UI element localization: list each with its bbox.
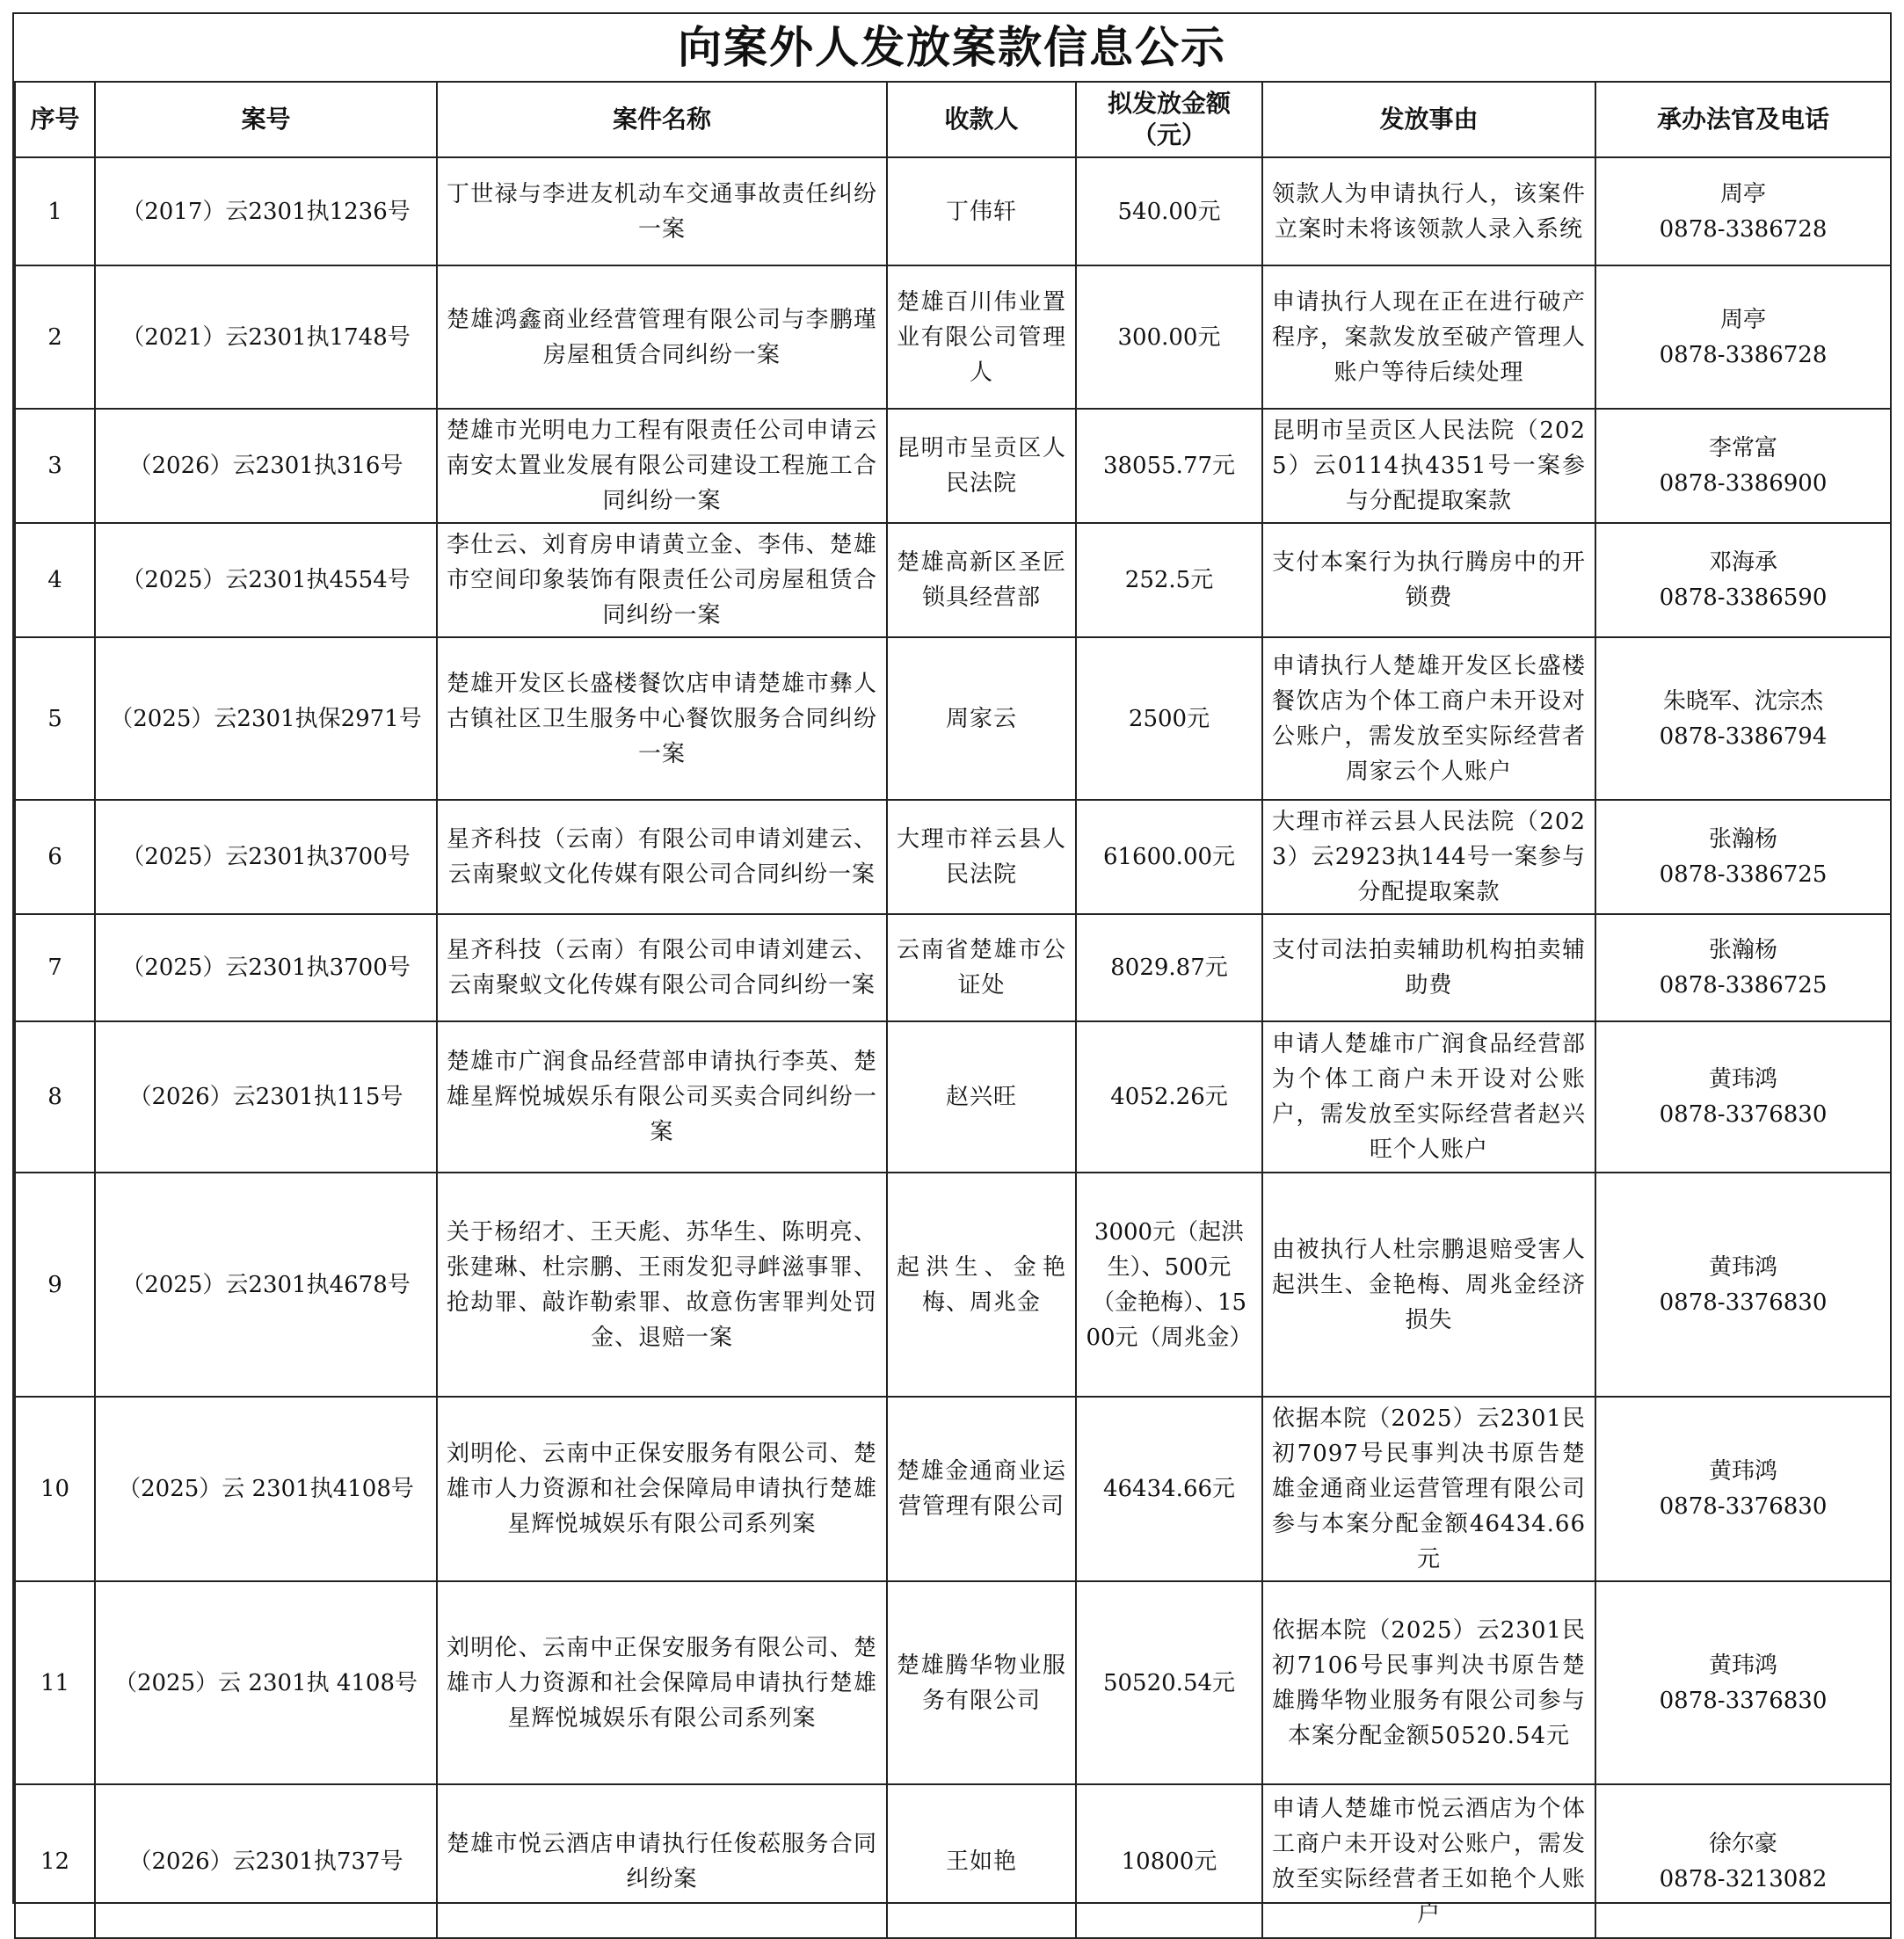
row-case-number: （2026）云2301执115号 — [95, 1021, 437, 1173]
row-judge-contact — [1595, 914, 1891, 1021]
table-row — [15, 265, 1891, 409]
row-judge: 张瀚杨 — [1708, 826, 1777, 853]
row-judge: 邓海承 — [1708, 549, 1777, 576]
row-phone: 0878-3376830 — [1659, 1493, 1828, 1520]
row-phone: 0878-3213082 — [1659, 1865, 1828, 1892]
row-amount: 61600.00元 — [1076, 800, 1262, 914]
row-payee: 楚雄高新区圣匠锁具经营部 — [887, 523, 1076, 637]
row-amount: 540.00元 — [1076, 157, 1262, 265]
header-reason: 发放事由 — [1262, 82, 1595, 157]
row-payee: 王如艳 — [887, 1784, 1076, 1938]
header-amount-line1: 拟发放金额 — [1107, 89, 1231, 118]
row-case-name: 星齐科技（云南）有限公司申请刘建云、云南聚蚁文化传媒有限公司合同纠纷一案 — [437, 914, 887, 1021]
row-index: 9 — [15, 1173, 95, 1397]
row-case-number: （2026）云2301执316号 — [95, 409, 437, 523]
row-reason: 支付本案行为执行腾房中的开锁费 — [1262, 523, 1595, 637]
row-judge-contact — [1595, 1784, 1891, 1938]
row-judge: 黄玮鸿 — [1708, 1458, 1777, 1485]
row-case-number: （2025）云2301执4678号 — [95, 1173, 437, 1397]
row-amount: 300.00元 — [1076, 265, 1262, 409]
row-index: 5 — [15, 637, 95, 800]
row-phone: 0878-3386794 — [1659, 723, 1828, 750]
row-case-number: （2026）云2301执737号 — [95, 1784, 437, 1938]
row-case-name: 楚雄市悦云酒店申请执行任俊菘服务合同纠纷案 — [437, 1784, 887, 1938]
row-amount: 8029.87元 — [1076, 914, 1262, 1021]
row-phone: 0878-3376830 — [1659, 1101, 1828, 1128]
row-reason: 申请执行人楚雄开发区长盛楼餐饮店为个体工商户未开设对公账户，需发放至实际经营者周家云个人账户 — [1262, 637, 1595, 800]
table-row — [15, 1581, 1891, 1784]
row-judge: 徐尔豪 — [1708, 1830, 1777, 1857]
row-judge-contact — [1595, 800, 1891, 914]
row-payee: 赵兴旺 — [887, 1021, 1076, 1173]
disbursement-table — [14, 81, 1892, 1939]
row-case-name: 丁世禄与李进友机动车交通事故责任纠纷一案 — [437, 157, 887, 265]
row-judge-contact — [1595, 637, 1891, 800]
row-phone: 0878-3386725 — [1659, 861, 1828, 888]
table-row — [15, 637, 1891, 800]
row-reason: 申请执行人现在正在进行破产程序，案款发放至破产管理人账户等待后续处理 — [1262, 265, 1595, 409]
row-phone: 0878-3386590 — [1659, 585, 1828, 611]
row-case-name: 楚雄开发区长盛楼餐饮店申请楚雄市彝人古镇社区卫生服务中心餐饮服务合同纠纷一案 — [437, 637, 887, 800]
row-judge: 黄玮鸿 — [1708, 1253, 1777, 1281]
row-index: 11 — [15, 1581, 95, 1784]
row-case-number: （2025）云 2301执4108号 — [95, 1397, 437, 1581]
table-row — [15, 523, 1891, 637]
row-amount: 46434.66元 — [1076, 1397, 1262, 1581]
table-row — [15, 914, 1891, 1021]
table-row — [15, 1173, 1891, 1397]
row-case-number: （2025）云2301执4554号 — [95, 523, 437, 637]
row-amount: 50520.54元 — [1076, 1581, 1262, 1784]
row-payee: 楚雄腾华物业服务有限公司 — [887, 1581, 1076, 1784]
row-case-name: 刘明伦、云南中正保安服务有限公司、楚雄市人力资源和社会保障局申请执行楚雄星辉悦城娱乐有限公司系列案 — [437, 1581, 887, 1784]
row-reason: 由被执行人杜宗鹏退赔受害人起洪生、金艳梅、周兆金经济损失 — [1262, 1173, 1595, 1397]
row-amount: 38055.77元 — [1076, 409, 1262, 523]
table-row — [15, 409, 1891, 523]
header-amount-line2: （元） — [1131, 120, 1206, 149]
row-payee: 丁伟轩 — [887, 157, 1076, 265]
row-index: 7 — [15, 914, 95, 1021]
row-reason: 依据本院（2025）云2301民初7106号民事判决书原告楚雄腾华物业服务有限公司参与本案分配金额50520.54元 — [1262, 1581, 1595, 1784]
row-reason: 大理市祥云县人民法院（2023）云2923执144号一案参与分配提取案款 — [1262, 800, 1595, 914]
row-case-name: 刘明伦、云南中正保安服务有限公司、楚雄市人力资源和社会保障局申请执行楚雄星辉悦城娱乐有限公司系列案 — [437, 1397, 887, 1581]
table-row — [15, 1784, 1891, 1938]
row-payee: 楚雄百川伟业置业有限公司管理人 — [887, 265, 1076, 409]
row-index: 8 — [15, 1021, 95, 1173]
row-reason: 申请人楚雄市广润食品经营部为个体工商户未开设对公账户，需发放至实际经营者赵兴旺个人账户 — [1262, 1021, 1595, 1173]
row-case-number: （2017）云2301执1236号 — [95, 157, 437, 265]
row-case-name: 关于杨绍才、王天彪、苏华生、陈明亮、张建琳、杜宗鹏、王雨发犯寻衅滋事罪、抢劫罪、敲诈勒索罪、故意伤害罪判处罚金、退赔一案 — [437, 1173, 887, 1397]
table-row — [15, 1021, 1891, 1173]
row-reason: 依据本院（2025）云2301民初7097号民事判决书原告楚雄金通商业运营管理有限公司参与本案分配金额46434.66元 — [1262, 1397, 1595, 1581]
row-case-number: （2025）云2301执3700号 — [95, 800, 437, 914]
row-reason: 支付司法拍卖辅助机构拍卖辅助费 — [1262, 914, 1595, 1021]
row-amount: 252.5元 — [1076, 523, 1262, 637]
row-judge: 张瀚杨 — [1708, 937, 1777, 963]
row-judge-contact — [1595, 1173, 1891, 1397]
row-index: 3 — [15, 409, 95, 523]
row-case-number: （2025）云2301执保2971号 — [95, 637, 437, 800]
row-amount: 4052.26元 — [1076, 1021, 1262, 1173]
row-reason: 领款人为申请执行人，该案件立案时未将该领款人录入系统 — [1262, 157, 1595, 265]
row-phone: 0878-3386728 — [1659, 215, 1828, 243]
table-header-row — [15, 82, 1891, 157]
header-case-name: 案件名称 — [437, 82, 887, 157]
row-phone: 0878-3386725 — [1659, 972, 1828, 999]
row-case-name: 楚雄鸿鑫商业经营管理有限公司与李鹏瑾房屋租赁合同纠纷一案 — [437, 265, 887, 409]
row-judge: 朱晓军、沈宗杰 — [1662, 687, 1823, 715]
row-amount: 2500元 — [1076, 637, 1262, 800]
row-case-name: 楚雄市光明电力工程有限责任公司申请云南安太置业发展有限公司建设工程施工合同纠纷一案 — [437, 409, 887, 523]
row-payee: 大理市祥云县人民法院 — [887, 800, 1076, 914]
row-reason: 申请人楚雄市悦云酒店为个体工商户未开设对公账户，需发放至实际经营者王如艳个人账户 — [1262, 1784, 1595, 1938]
row-judge: 周亭 — [1719, 180, 1766, 207]
row-judge-contact — [1595, 157, 1891, 265]
row-case-number: （2025）云2301执3700号 — [95, 914, 437, 1021]
row-index: 6 — [15, 800, 95, 914]
row-index: 4 — [15, 523, 95, 637]
row-index: 2 — [15, 265, 95, 409]
row-index: 12 — [15, 1784, 95, 1938]
header-index: 序号 — [15, 82, 95, 157]
row-payee: 云南省楚雄市公证处 — [887, 914, 1076, 1021]
row-case-name: 李仕云、刘育房申请黄立金、李伟、楚雄市空间印象装饰有限责任公司房屋租赁合同纠纷一案 — [437, 523, 887, 637]
row-judge: 李常富 — [1708, 435, 1777, 461]
disbursement-notice-sheet — [12, 12, 1892, 1928]
header-judge-phone: 承办法官及电话 — [1595, 82, 1891, 157]
header-payee: 收款人 — [887, 82, 1076, 157]
row-judge-contact — [1595, 523, 1891, 637]
header-amount — [1076, 82, 1262, 157]
row-payee: 周家云 — [887, 637, 1076, 800]
row-judge: 黄玮鸿 — [1708, 1066, 1777, 1093]
row-payee: 昆明市呈贡区人民法院 — [887, 409, 1076, 523]
row-amount: 10800元 — [1076, 1784, 1262, 1938]
row-reason: 昆明市呈贡区人民法院（2025）云0114执4351号一案参与分配提取案款 — [1262, 409, 1595, 523]
row-index: 10 — [15, 1397, 95, 1581]
row-amount: 3000元（起洪生）、500元（金艳梅）、1500元（周兆金） — [1076, 1173, 1262, 1397]
table-row — [15, 1397, 1891, 1581]
row-phone: 0878-3376830 — [1659, 1289, 1828, 1316]
row-payee: 起洪生、金艳梅、周兆金 — [887, 1173, 1076, 1397]
row-judge-contact — [1595, 409, 1891, 523]
row-judge-contact — [1595, 265, 1891, 409]
row-judge-contact — [1595, 1021, 1891, 1173]
table-row — [15, 800, 1891, 914]
row-index: 1 — [15, 157, 95, 265]
row-case-name: 楚雄市广润食品经营部申请执行李英、楚雄星辉悦城娱乐有限公司买卖合同纠纷一案 — [437, 1021, 887, 1173]
row-judge: 周亭 — [1719, 306, 1766, 333]
header-case-number: 案号 — [95, 82, 437, 157]
row-phone: 0878-3386728 — [1659, 341, 1828, 368]
row-case-number: （2021）云2301执1748号 — [95, 265, 437, 409]
row-judge-contact — [1595, 1397, 1891, 1581]
row-phone: 0878-3386900 — [1659, 470, 1828, 497]
table-row — [15, 157, 1891, 265]
row-payee: 楚雄金通商业运营管理有限公司 — [887, 1397, 1076, 1581]
document-title: 向案外人发放案款信息公示 — [678, 22, 1226, 73]
row-case-number: （2025）云 2301执 4108号 — [95, 1581, 437, 1784]
row-judge: 黄玮鸿 — [1708, 1652, 1777, 1679]
row-case-name: 星齐科技（云南）有限公司申请刘建云、云南聚蚁文化传媒有限公司合同纠纷一案 — [437, 800, 887, 914]
row-phone: 0878-3376830 — [1659, 1687, 1828, 1714]
row-judge-contact — [1595, 1581, 1891, 1784]
